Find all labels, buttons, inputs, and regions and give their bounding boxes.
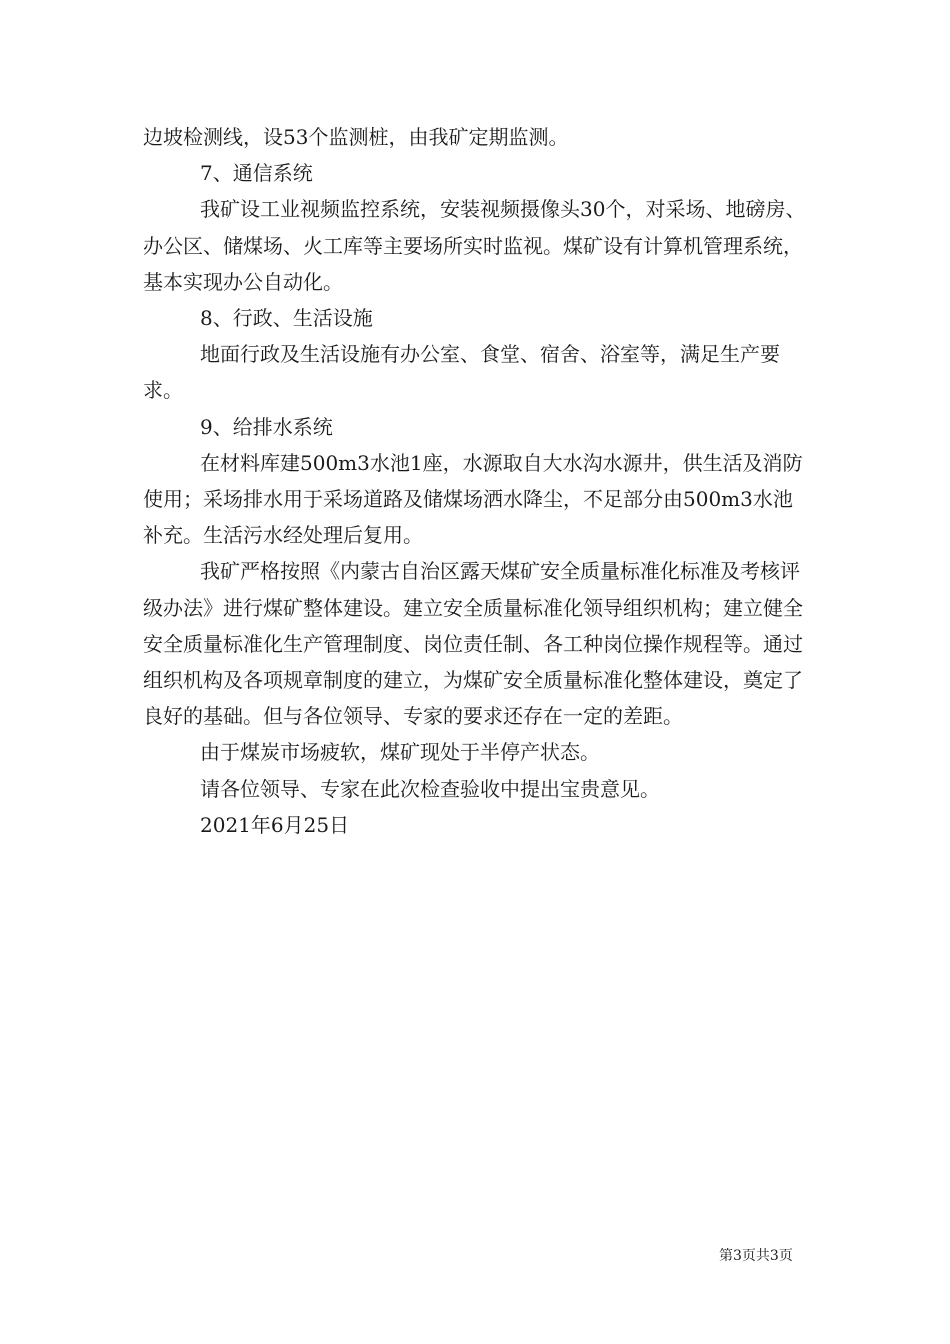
paragraph-request: 请各位领导、专家在此次检查验收中提出宝贵意见。 — [200, 776, 660, 801]
paragraph-monitoring: 边坡检测线，设53个监测桩，由我矿定期监测。 — [143, 125, 569, 149]
heading-water-system: 9、给排水系统 — [200, 414, 333, 439]
document-date: 2021年6月25日 — [200, 812, 350, 837]
page-number-footer: 第3页共3页 — [719, 1248, 793, 1264]
paragraph-admin-facilities: 地面行政及生活设施有办公室、食堂、宿舍、浴室等，满足生产要求。 — [143, 342, 780, 403]
paragraph-water-system: 在材料库建500m3水池1座，水源取自大水沟水源井，供生活及消防使用；采场排水用于采场道路及储煤场洒水降尘，不足部分由500m3水池补充。生活污水经处理后复用。 — [143, 450, 803, 548]
document-body — [143, 119, 811, 843]
heading-admin-facilities: 8、行政、生活设施 — [200, 306, 373, 331]
paragraph-standardization: 我矿严格按照《内蒙古自治区露天煤矿安全质量标准化标准及考核评级办法》进行煤矿整体建设。建立安全质量标准化领导组织机构；建立健全安全质量标准化生产管理制度、岗位责任制、各工种岗位操作规程等。通过组织机构及各项规章制度的建立，为煤矿安全质量标准化整体建设，奠定了良好的基础。但与各位领导、专家的要求还存在一定的差距。 — [143, 559, 803, 729]
paragraph-communication: 我矿设工业视频监控系统，安装视频摄像头30个，对采场、地磅房、办公区、储煤场、火工库等主要场所实时监视。煤矿设有计算机管理系统，基本实现办公自动化。 — [143, 197, 806, 294]
heading-communication-system: 7、通信系统 — [200, 161, 313, 186]
paragraph-market-status: 由于煤炭市场疲软，煤矿现处于半停产状态。 — [200, 740, 600, 765]
